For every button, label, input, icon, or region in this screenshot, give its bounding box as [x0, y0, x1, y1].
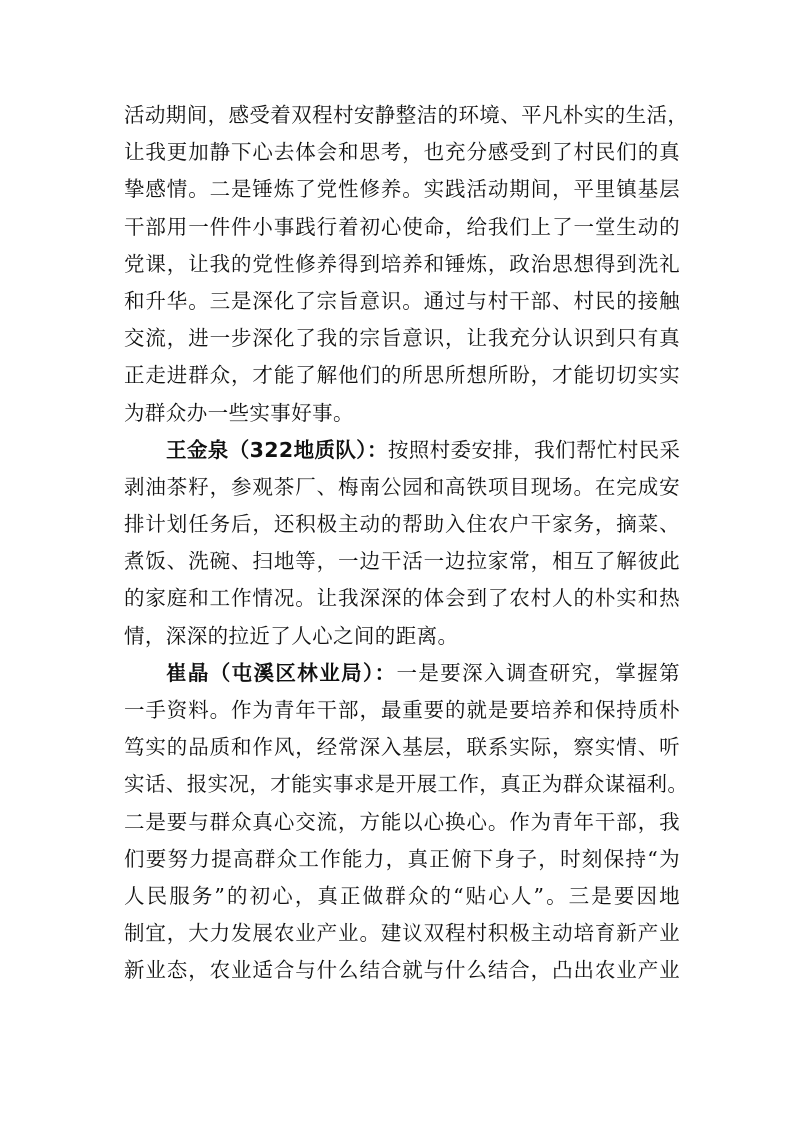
text-line: 一手资料。作为青年干部，最重要的就是要培养和保持质朴 — [124, 698, 680, 722]
paragraph-1 — [124, 97, 689, 432]
text-line: 煮饭、洗碗、扫地等，一边干活一边拉家常，相互了解彼此 — [124, 549, 680, 574]
text-line — [124, 655, 680, 692]
speaker-text: 按照村委安排，我们帮忙村民采 — [387, 437, 681, 462]
text-line: 排计划任务后，还积极主动的帮助入住农户干家务，摘菜、 — [124, 512, 680, 537]
text-line: 人民服务”的初心，真正做群众的“贴心人”。三是要因地 — [124, 883, 680, 908]
speaker-name: 崔晶（屯溪区林业局）： — [166, 660, 397, 685]
text-line: 和升华。三是深化了宗旨意识。通过与村干部、村民的接触 — [124, 288, 680, 313]
document-body — [124, 97, 689, 990]
text-line: 制宜，大力发展农业产业。建议双程村积极主动培育新产业 — [124, 921, 680, 946]
text-line: 二是要与群众真心交流，方能以心换心。作为青年干部，我 — [124, 809, 680, 834]
text-line: 为群众办一些实事好事。 — [124, 400, 354, 425]
paragraph-3 — [124, 655, 689, 990]
text-line: 交流，进一步深化了我的宗旨意识，让我充分认识到只有真 — [124, 326, 680, 351]
speaker-name: 王金泉（322地质队）： — [166, 437, 388, 462]
speaker-text: 一是要深入调查研究，掌握第 — [396, 660, 680, 685]
text-line: 挚感情。二是锤炼了党性修养。实践活动期间，平里镇基层 — [124, 177, 680, 202]
text-line: 们要努力提高群众工作能力，真正俯下身子，时刻保持“为 — [124, 846, 680, 871]
text-line: 新业态，农业适合与什么结合就与什么结合，凸出农业产业 — [124, 958, 680, 983]
text-line: 干部用一件件小事践行着初心使命，给我们上了一堂生动的 — [124, 214, 680, 239]
text-line: 让我更加静下心去体会和思考，也充分感受到了村民们的真 — [124, 140, 680, 165]
text-line — [124, 432, 680, 469]
text-line: 的家庭和工作情况。让我深深的体会到了农村人的朴实和热 — [124, 586, 680, 611]
text-line: 实话、报实况，才能实事求是开展工作，真正为群众谋福利。 — [124, 772, 689, 797]
text-line: 情，深深的拉近了人心之间的距离。 — [124, 623, 459, 648]
text-line: 党课，让我的党性修养得到培养和锤炼，政治思想得到洗礼 — [124, 251, 680, 276]
text-line: 笃实的品质和作风，经常深入基层，联系实际，察实情、听 — [124, 735, 680, 760]
text-line: 活动期间，感受着双程村安静整洁的环境、平凡朴实的生活， — [124, 103, 689, 127]
text-line: 正走进群众，才能了解他们的所思所想所盼，才能切切实实 — [124, 363, 680, 388]
text-line: 剥油茶籽，参观茶厂、梅南公园和高铁项目现场。在完成安 — [124, 474, 680, 499]
paragraph-2 — [124, 432, 680, 655]
